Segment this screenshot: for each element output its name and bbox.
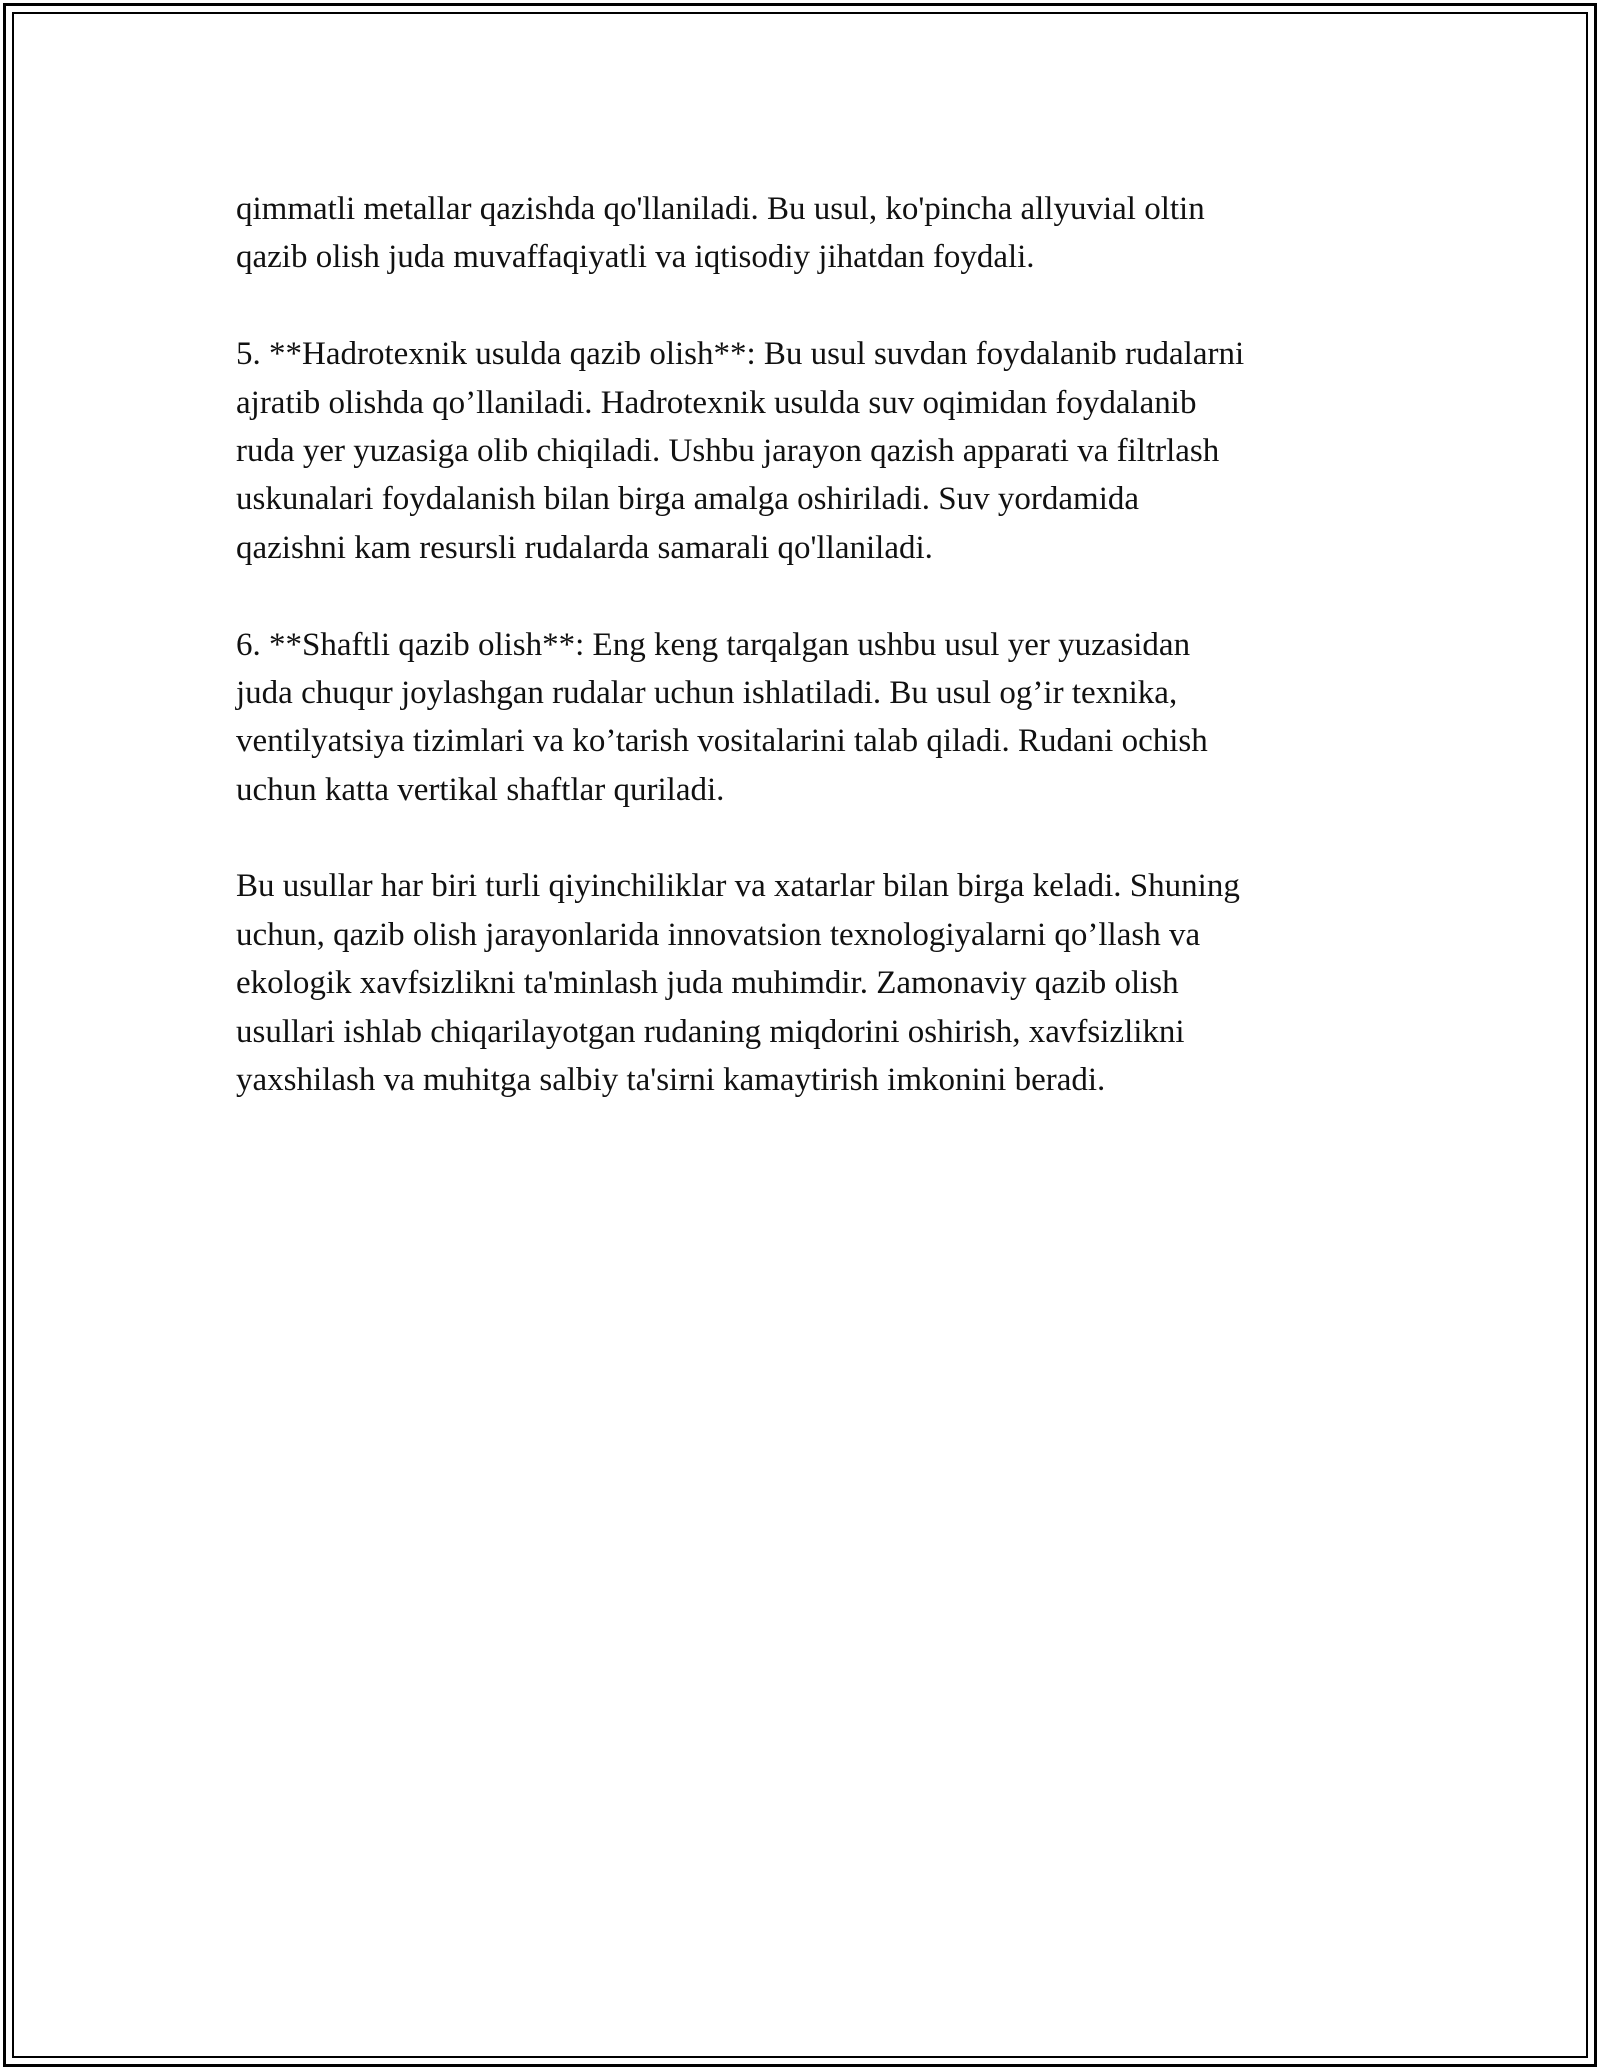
paragraph-hydrotechnical-mining <box>236 330 1376 572</box>
text-line: ruda yer yuzasiga olib chiqiladi. Ushbu jarayon qazish apparati va filtrlash <box>236 432 1220 469</box>
text-line: Bu usullar har biri turli qiyinchiliklar va xatarlar bilan birga keladi. Shuning <box>236 868 1240 905</box>
paragraph-continuation <box>236 185 1376 282</box>
text-line: uchun katta vertikal shaftlar quriladi. <box>236 771 725 808</box>
text-line: usullari ishlab chiqarilayotgan rudaning miqdorini oshirish, xavfsizlikni <box>236 1013 1185 1050</box>
text-line: ajratib olishda qo’llaniladi. Hadrotexnik usulda suv oqimidan foydalanib <box>236 384 1197 421</box>
text-line: qazishni kam resursli rudalarda samarali qo'llaniladi. <box>236 529 933 566</box>
paragraph-shaft-mining <box>236 621 1376 815</box>
text-line: uchun, qazib olish jarayonlarida innovatsion texnologiyalarni qo’llash va <box>236 916 1201 953</box>
text-line: juda chuqur joylashgan rudalar uchun ishlatiladi. Bu usul og’ir texnika, <box>236 674 1178 711</box>
text-line: qazib olish juda muvaffaqiyatli va iqtisodiy jihatdan foydali. <box>236 239 1035 276</box>
text-line: 6. **Shaftli qazib olish**: Eng keng tarqalgan ushbu usul yer yuzasidan <box>236 626 1191 663</box>
text-line: qimmatli metallar qazishda qo'llaniladi. Bu usul, ko'pincha allyuvial oltin <box>236 191 1205 227</box>
paragraph-conclusion <box>236 862 1376 1104</box>
text-line: ventilyatsiya tizimlari va ko’tarish vositalarini talab qiladi. Rudani ochish <box>236 723 1208 760</box>
text-line: uskunalari foydalanish bilan birga amalga oshiriladi. Suv yordamida <box>236 481 1140 518</box>
text-line: ekologik xavfsizlikni ta'minlash juda muhimdir. Zamonaviy qazib olish <box>236 965 1179 1002</box>
text-line: 5. **Hadrotexnik usulda qazib olish**: Bu usul suvdan foydalanib rudalarni <box>236 336 1245 373</box>
document-body <box>236 185 1376 1153</box>
text-line: yaxshilash va muhitga salbiy ta'sirni kamaytirish imkonini beradi. <box>236 1062 1106 1099</box>
